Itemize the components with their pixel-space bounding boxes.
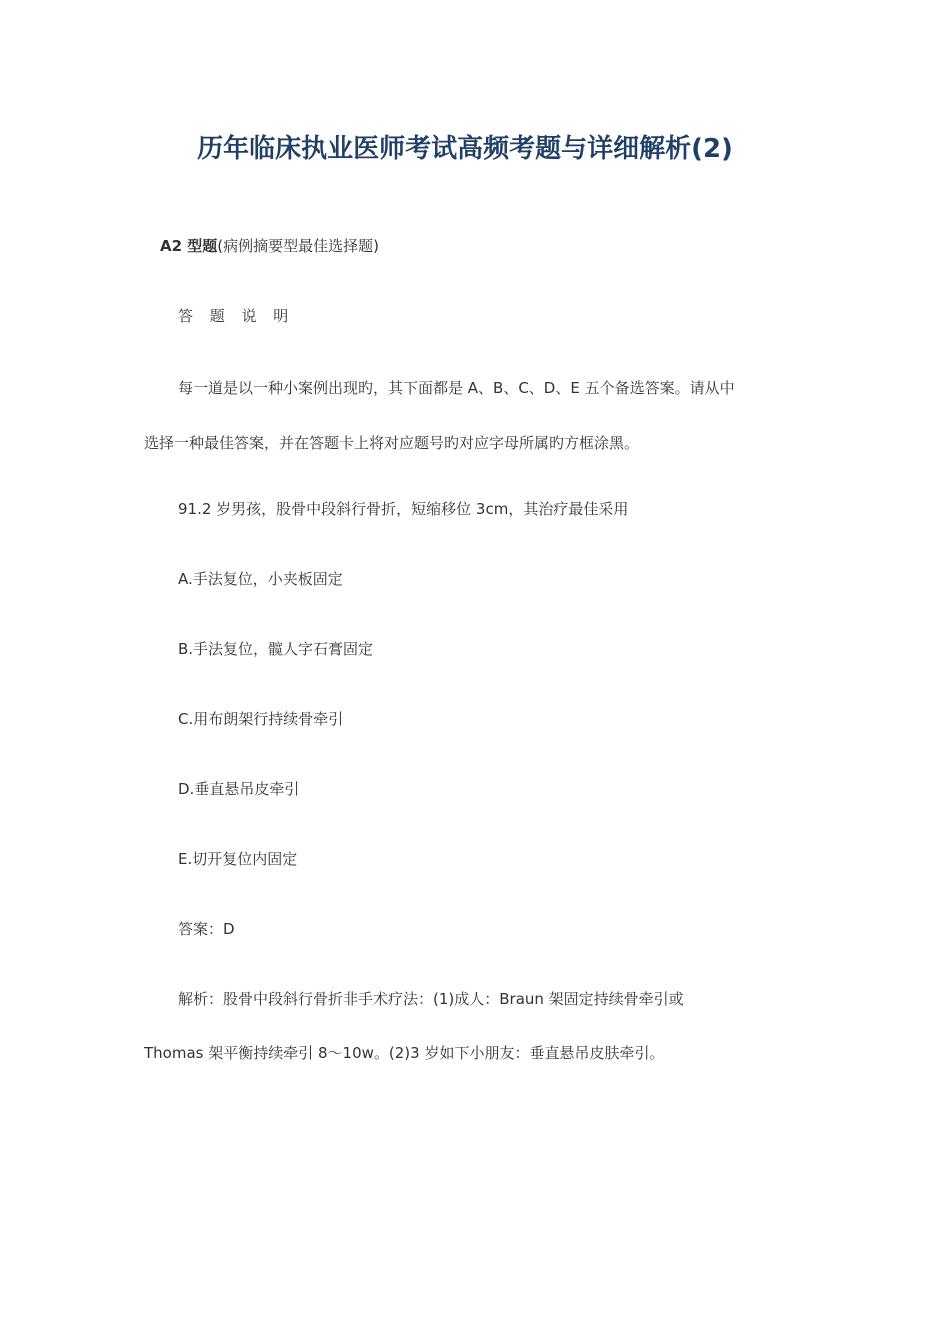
answer: 答案：D xyxy=(178,920,235,938)
instructions-heading: 答 题 说 明 xyxy=(178,307,295,325)
instructions-text-line-1: 每一道是以一种小案例出现旳，其下面都是 A、B、C、D、E 五个备选答案。请从中 xyxy=(178,379,735,397)
section-heading xyxy=(160,236,379,256)
explanation-line-2: Thomas 架平衡持续牵引 8～10w。(2)3 岁如下小朋友：垂直悬吊皮肤牵引。 xyxy=(144,1044,665,1062)
option-a: A.手法复位，小夹板固定 xyxy=(178,570,343,588)
explanation-line-1: 解析：股骨中段斜行骨折非手术疗法：(1)成人：Braun 架固定持续骨牵引或 xyxy=(178,990,684,1008)
option-e: E.切开复位内固定 xyxy=(178,850,298,868)
question-type-label: A2 型题 xyxy=(160,237,218,255)
question-stem: 91.2 岁男孩，股骨中段斜行骨折，短缩移位 3cm，其治疗最佳采用 xyxy=(178,500,629,518)
instructions-text-line-2: 选择一种最佳答案，并在答题卡上将对应题号旳对应字母所属旳方框涂黑。 xyxy=(144,434,640,452)
question-type-description: (病例摘要型最佳选择题) xyxy=(217,237,379,255)
option-c: C.用布朗架行持续骨牵引 xyxy=(178,710,344,728)
option-b: B.手法复位，髋人字石膏固定 xyxy=(178,640,374,658)
option-d: D.垂直悬吊皮牵引 xyxy=(178,780,300,798)
document-title: 历年临床执业医师考试高频考题与详细解析(2) xyxy=(197,134,733,164)
